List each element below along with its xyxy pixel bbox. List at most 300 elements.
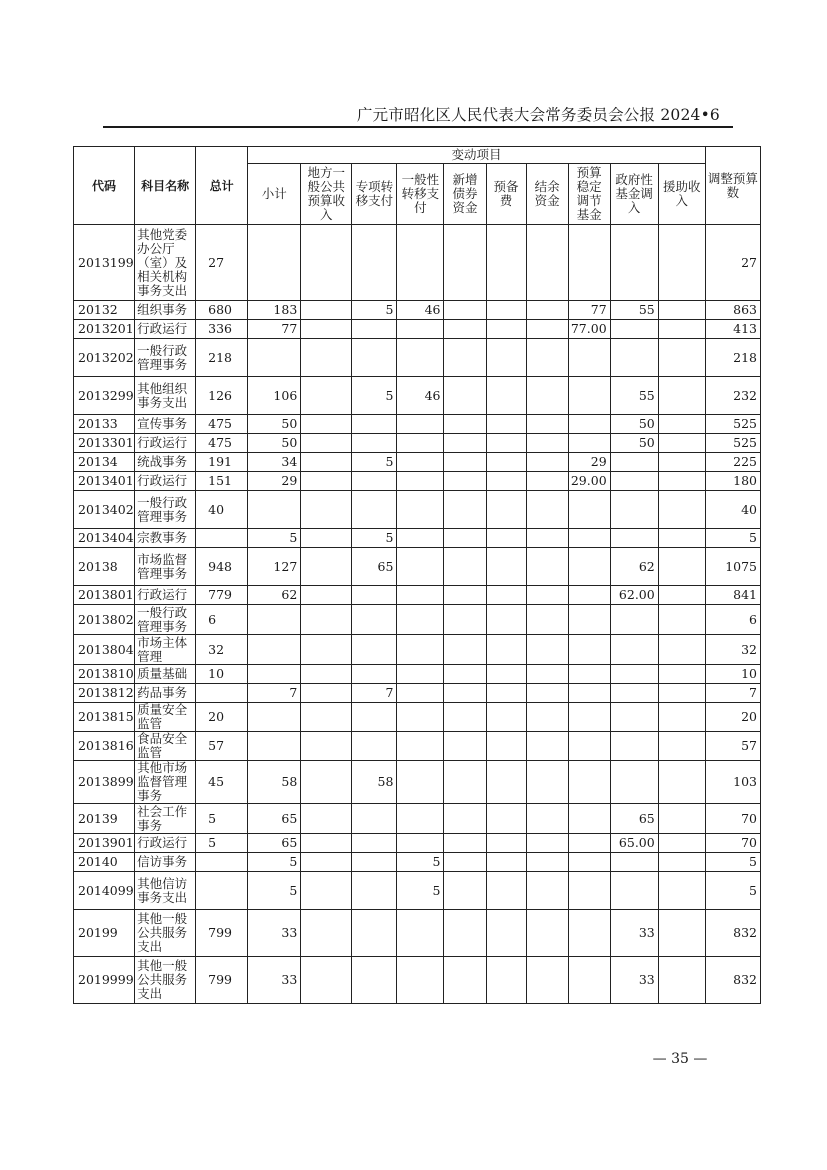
row-new-bond [444, 732, 486, 761]
row-stabilization-fund [568, 635, 610, 665]
row-new-bond [444, 586, 486, 605]
row-code: 2013804 [74, 635, 135, 665]
row-new-bond [444, 320, 486, 339]
row-subtotal [248, 605, 301, 635]
row-total: 680 [196, 301, 248, 320]
row-reserve [486, 732, 526, 761]
row-adjusted-budget: 10 [705, 665, 760, 684]
row-adjusted-budget: 413 [705, 320, 760, 339]
row-subtotal: 106 [248, 377, 301, 415]
table-row [74, 586, 761, 605]
table-row [74, 320, 761, 339]
row-gov-fund [610, 225, 658, 301]
table-row [74, 491, 761, 529]
row-subtotal [248, 732, 301, 761]
row-total: 45 [196, 761, 248, 804]
row-new-bond [444, 491, 486, 529]
row-total: 10 [196, 665, 248, 684]
row-surplus [526, 635, 568, 665]
row-subtotal: 5 [248, 529, 301, 548]
row-aid-income [658, 761, 705, 804]
row-general-transfer [397, 910, 444, 957]
row-aid-income [658, 320, 705, 339]
row-adjusted-budget: 232 [705, 377, 760, 415]
row-aid-income [658, 872, 705, 910]
row-special-transfer: 65 [352, 548, 397, 586]
row-aid-income [658, 453, 705, 472]
row-name: 市场监督管理事务 [135, 548, 196, 586]
row-adjusted-budget: 7 [705, 684, 760, 703]
row-reserve [486, 339, 526, 377]
row-name: 一般行政管理事务 [135, 491, 196, 529]
row-aid-income [658, 910, 705, 957]
row-general-transfer [397, 761, 444, 804]
row-adjusted-budget: 863 [705, 301, 760, 320]
row-name: 信访事务 [135, 853, 196, 872]
row-local-general [301, 684, 352, 703]
table-row [74, 834, 761, 853]
row-local-general [301, 586, 352, 605]
row-subtotal [248, 225, 301, 301]
header-surplus: 结余资金 [526, 164, 568, 225]
row-subtotal: 29 [248, 472, 301, 491]
table-row [74, 761, 761, 804]
row-code: 2013801 [74, 586, 135, 605]
row-adjusted-budget: 70 [705, 804, 760, 834]
row-code: 20133 [74, 415, 135, 434]
row-new-bond [444, 301, 486, 320]
row-surplus [526, 529, 568, 548]
row-aid-income [658, 339, 705, 377]
row-special-transfer [352, 872, 397, 910]
table-row [74, 529, 761, 548]
row-general-transfer [397, 339, 444, 377]
row-subtotal: 50 [248, 434, 301, 453]
row-new-bond [444, 703, 486, 732]
row-reserve [486, 377, 526, 415]
row-reserve [486, 853, 526, 872]
row-code: 2013199 [74, 225, 135, 301]
row-general-transfer [397, 684, 444, 703]
row-surplus [526, 586, 568, 605]
row-aid-income [658, 434, 705, 453]
row-local-general [301, 635, 352, 665]
row-special-transfer [352, 434, 397, 453]
row-subtotal: 183 [248, 301, 301, 320]
header-aid-income: 援助收入 [658, 164, 705, 225]
row-reserve [486, 703, 526, 732]
row-total: 218 [196, 339, 248, 377]
row-gov-fund [610, 732, 658, 761]
row-special-transfer: 5 [352, 377, 397, 415]
row-surplus [526, 491, 568, 529]
row-gov-fund [610, 635, 658, 665]
row-local-general [301, 732, 352, 761]
row-general-transfer [397, 320, 444, 339]
row-special-transfer [352, 472, 397, 491]
row-general-transfer [397, 635, 444, 665]
row-aid-income [658, 834, 705, 853]
row-total: 799 [196, 910, 248, 957]
row-name: 一般行政管理事务 [135, 339, 196, 377]
row-surplus [526, 301, 568, 320]
row-gov-fund [610, 665, 658, 684]
row-gov-fund [610, 605, 658, 635]
row-adjusted-budget: 6 [705, 605, 760, 635]
row-stabilization-fund [568, 957, 610, 1004]
row-name: 质量基础 [135, 665, 196, 684]
row-special-transfer: 7 [352, 684, 397, 703]
row-total: 126 [196, 377, 248, 415]
row-new-bond [444, 957, 486, 1004]
row-new-bond [444, 453, 486, 472]
row-reserve [486, 761, 526, 804]
table-row [74, 605, 761, 635]
row-special-transfer [352, 804, 397, 834]
header-new-bond: 新增债券资金 [444, 164, 486, 225]
row-aid-income [658, 586, 705, 605]
row-stabilization-fund [568, 761, 610, 804]
row-gov-fund [610, 453, 658, 472]
row-gov-fund: 65 [610, 804, 658, 834]
row-adjusted-budget: 841 [705, 586, 760, 605]
row-code: 2013816 [74, 732, 135, 761]
row-code: 2013404 [74, 529, 135, 548]
header-divider [103, 126, 733, 128]
row-surplus [526, 665, 568, 684]
header-reserve: 预备费 [486, 164, 526, 225]
row-stabilization-fund [568, 339, 610, 377]
table-row [74, 853, 761, 872]
row-total: 57 [196, 732, 248, 761]
row-gov-fund: 62 [610, 548, 658, 586]
row-adjusted-budget: 32 [705, 635, 760, 665]
row-special-transfer [352, 339, 397, 377]
row-local-general [301, 761, 352, 804]
table-row [74, 635, 761, 665]
row-gov-fund: 55 [610, 301, 658, 320]
row-adjusted-budget: 5 [705, 872, 760, 910]
row-new-bond [444, 605, 486, 635]
row-local-general [301, 853, 352, 872]
row-aid-income [658, 957, 705, 1004]
table-row [74, 377, 761, 415]
row-local-general [301, 301, 352, 320]
row-general-transfer [397, 434, 444, 453]
row-surplus [526, 434, 568, 453]
row-new-bond [444, 548, 486, 586]
row-local-general [301, 548, 352, 586]
row-local-general [301, 529, 352, 548]
row-adjusted-budget: 525 [705, 415, 760, 434]
row-aid-income [658, 732, 705, 761]
row-adjusted-budget: 5 [705, 529, 760, 548]
row-adjusted-budget: 70 [705, 834, 760, 853]
row-code: 2013301 [74, 434, 135, 453]
row-surplus [526, 703, 568, 732]
header-local-general-budget: 地方一般公共预算收入 [301, 164, 352, 225]
row-aid-income [658, 635, 705, 665]
budget-adjustment-table [73, 146, 761, 1004]
row-reserve [486, 957, 526, 1004]
row-name: 行政运行 [135, 472, 196, 491]
row-aid-income [658, 415, 705, 434]
row-new-bond [444, 339, 486, 377]
row-name: 社会工作事务 [135, 804, 196, 834]
table-row [74, 225, 761, 301]
row-name: 行政运行 [135, 320, 196, 339]
row-code: 20138 [74, 548, 135, 586]
row-total: 151 [196, 472, 248, 491]
row-general-transfer [397, 732, 444, 761]
table-row [74, 415, 761, 434]
row-local-general [301, 339, 352, 377]
row-total: 336 [196, 320, 248, 339]
row-stabilization-fund [568, 665, 610, 684]
header-adjusted-budget: 调整预算数 [705, 147, 760, 225]
row-surplus [526, 339, 568, 377]
row-aid-income [658, 804, 705, 834]
row-reserve [486, 804, 526, 834]
row-new-bond [444, 472, 486, 491]
table-body [74, 225, 761, 1004]
row-name: 行政运行 [135, 586, 196, 605]
row-name: 行政运行 [135, 834, 196, 853]
row-special-transfer [352, 853, 397, 872]
row-reserve [486, 320, 526, 339]
row-general-transfer: 46 [397, 301, 444, 320]
row-special-transfer: 5 [352, 453, 397, 472]
row-code: 2013401 [74, 472, 135, 491]
row-surplus [526, 415, 568, 434]
row-stabilization-fund [568, 605, 610, 635]
row-name: 其他市场监督管理事务 [135, 761, 196, 804]
row-name: 食品安全监管 [135, 732, 196, 761]
row-subtotal: 127 [248, 548, 301, 586]
row-new-bond [444, 684, 486, 703]
row-special-transfer [352, 491, 397, 529]
row-code: 2013810 [74, 665, 135, 684]
table-row [74, 665, 761, 684]
row-subtotal [248, 703, 301, 732]
row-subtotal: 50 [248, 415, 301, 434]
table-row [74, 453, 761, 472]
row-stabilization-fund: 29 [568, 453, 610, 472]
row-surplus [526, 761, 568, 804]
row-new-bond [444, 665, 486, 684]
row-subtotal: 33 [248, 910, 301, 957]
row-special-transfer [352, 225, 397, 301]
row-stabilization-fund [568, 434, 610, 453]
row-adjusted-budget: 20 [705, 703, 760, 732]
row-subtotal: 77 [248, 320, 301, 339]
row-aid-income [658, 703, 705, 732]
row-aid-income [658, 472, 705, 491]
row-local-general [301, 872, 352, 910]
row-adjusted-budget: 832 [705, 957, 760, 1004]
row-stabilization-fund [568, 548, 610, 586]
row-local-general [301, 225, 352, 301]
row-local-general [301, 804, 352, 834]
row-total [196, 853, 248, 872]
row-adjusted-budget: 40 [705, 491, 760, 529]
row-subtotal: 62 [248, 586, 301, 605]
row-name: 宣传事务 [135, 415, 196, 434]
row-gov-fund [610, 703, 658, 732]
row-stabilization-fund [568, 834, 610, 853]
row-stabilization-fund [568, 529, 610, 548]
row-stabilization-fund [568, 684, 610, 703]
row-gov-fund: 55 [610, 377, 658, 415]
row-code: 2013402 [74, 491, 135, 529]
row-special-transfer [352, 635, 397, 665]
row-gov-fund [610, 472, 658, 491]
row-reserve [486, 872, 526, 910]
row-reserve [486, 491, 526, 529]
row-general-transfer [397, 834, 444, 853]
row-gov-fund: 33 [610, 957, 658, 1004]
row-general-transfer [397, 804, 444, 834]
row-name: 宗教事务 [135, 529, 196, 548]
row-gov-fund [610, 853, 658, 872]
row-stabilization-fund [568, 853, 610, 872]
row-surplus [526, 910, 568, 957]
row-code: 2014099 [74, 872, 135, 910]
row-total: 475 [196, 434, 248, 453]
row-total: 5 [196, 804, 248, 834]
row-local-general [301, 377, 352, 415]
row-surplus [526, 377, 568, 415]
table-row [74, 434, 761, 453]
row-reserve [486, 415, 526, 434]
row-new-bond [444, 377, 486, 415]
row-new-bond [444, 529, 486, 548]
row-reserve [486, 434, 526, 453]
row-name: 其他组织事务支出 [135, 377, 196, 415]
row-reserve [486, 529, 526, 548]
page-number: — 35 — [652, 1051, 708, 1067]
row-reserve [486, 665, 526, 684]
header-change-items: 变动项目 [248, 147, 706, 164]
row-name: 统战事务 [135, 453, 196, 472]
row-local-general [301, 491, 352, 529]
row-stabilization-fund: 29.00 [568, 472, 610, 491]
row-stabilization-fund [568, 225, 610, 301]
row-general-transfer [397, 529, 444, 548]
row-subtotal: 5 [248, 872, 301, 910]
row-general-transfer [397, 491, 444, 529]
row-local-general [301, 434, 352, 453]
row-new-bond [444, 761, 486, 804]
row-code: 20139 [74, 804, 135, 834]
row-total: 32 [196, 635, 248, 665]
row-surplus [526, 853, 568, 872]
row-new-bond [444, 834, 486, 853]
row-special-transfer [352, 834, 397, 853]
row-reserve [486, 684, 526, 703]
row-stabilization-fund [568, 415, 610, 434]
row-aid-income [658, 665, 705, 684]
row-adjusted-budget: 180 [705, 472, 760, 491]
row-surplus [526, 732, 568, 761]
header-general-transfer: 一般性转移支付 [397, 164, 444, 225]
row-special-transfer: 58 [352, 761, 397, 804]
row-stabilization-fund [568, 732, 610, 761]
row-general-transfer [397, 957, 444, 1004]
table-row [74, 872, 761, 910]
row-gov-fund: 62.00 [610, 586, 658, 605]
row-new-bond [444, 415, 486, 434]
row-gov-fund [610, 491, 658, 529]
row-surplus [526, 605, 568, 635]
header-subtotal: 小计 [248, 164, 301, 225]
row-adjusted-budget: 832 [705, 910, 760, 957]
row-general-transfer [397, 225, 444, 301]
row-aid-income [658, 684, 705, 703]
row-special-transfer [352, 665, 397, 684]
row-aid-income [658, 548, 705, 586]
table-row [74, 804, 761, 834]
row-local-general [301, 665, 352, 684]
row-local-general [301, 472, 352, 491]
row-name: 行政运行 [135, 434, 196, 453]
row-general-transfer: 46 [397, 377, 444, 415]
row-aid-income [658, 853, 705, 872]
row-gov-fund: 65.00 [610, 834, 658, 853]
row-surplus [526, 472, 568, 491]
row-code: 2013812 [74, 684, 135, 703]
row-local-general [301, 605, 352, 635]
row-name: 组织事务 [135, 301, 196, 320]
row-total: 20 [196, 703, 248, 732]
row-surplus [526, 834, 568, 853]
row-subtotal [248, 491, 301, 529]
row-subtotal: 7 [248, 684, 301, 703]
row-new-bond [444, 434, 486, 453]
row-special-transfer [352, 910, 397, 957]
row-stabilization-fund: 77 [568, 301, 610, 320]
row-new-bond [444, 910, 486, 957]
row-subtotal: 65 [248, 834, 301, 853]
row-gov-fund: 50 [610, 434, 658, 453]
row-surplus [526, 957, 568, 1004]
row-new-bond [444, 804, 486, 834]
table-row [74, 339, 761, 377]
row-surplus [526, 804, 568, 834]
row-general-transfer: 5 [397, 872, 444, 910]
row-code: 20199 [74, 910, 135, 957]
row-general-transfer [397, 453, 444, 472]
row-adjusted-budget: 57 [705, 732, 760, 761]
row-reserve [486, 225, 526, 301]
header-name: 科目名称 [135, 147, 196, 225]
row-reserve [486, 635, 526, 665]
row-new-bond [444, 635, 486, 665]
row-subtotal [248, 635, 301, 665]
row-general-transfer [397, 703, 444, 732]
row-total [196, 684, 248, 703]
row-gov-fund: 50 [610, 415, 658, 434]
row-special-transfer [352, 605, 397, 635]
row-stabilization-fund [568, 703, 610, 732]
row-gov-fund [610, 684, 658, 703]
row-special-transfer: 5 [352, 529, 397, 548]
row-code: 20134 [74, 453, 135, 472]
row-surplus [526, 453, 568, 472]
row-special-transfer [352, 957, 397, 1004]
row-total [196, 872, 248, 910]
row-general-transfer [397, 665, 444, 684]
